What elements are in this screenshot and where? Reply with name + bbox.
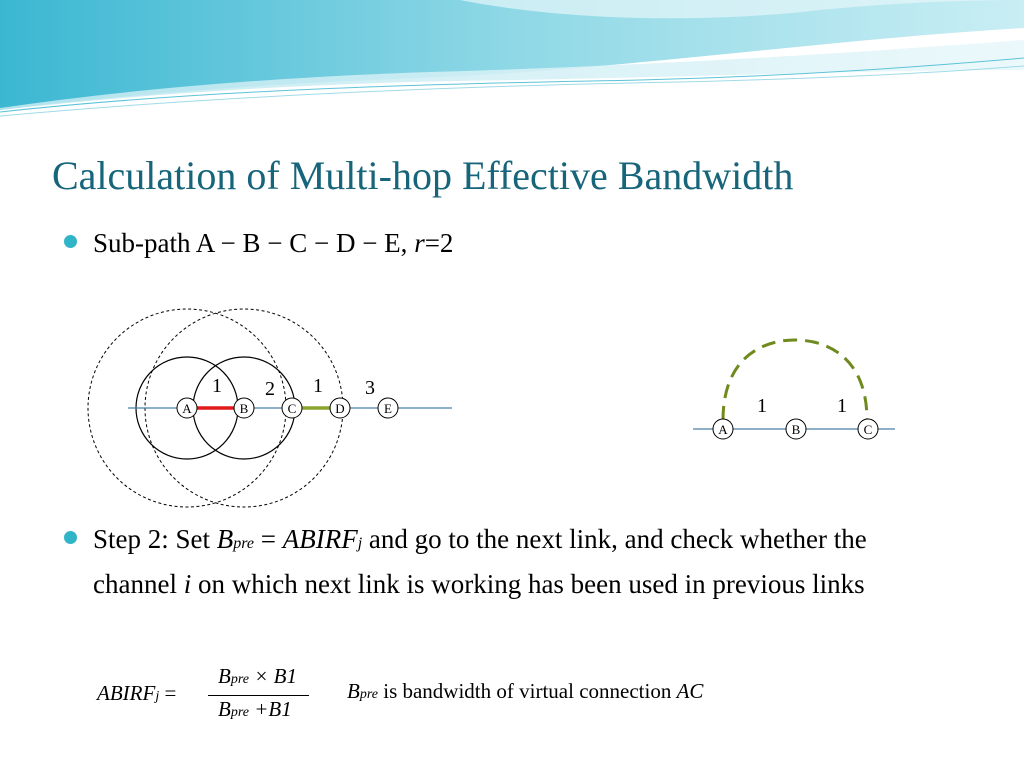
num-b: B bbox=[218, 664, 231, 688]
step2-rest: and go to the next link, and check whether the channel bbox=[93, 524, 867, 599]
num-sub: pre bbox=[230, 672, 249, 687]
edge-label-ab: 1 bbox=[212, 375, 222, 397]
svg-text:A: A bbox=[182, 401, 192, 416]
svg-text:D: D bbox=[335, 401, 345, 416]
abirf-formula bbox=[92, 664, 324, 724]
note-b-sub: pre bbox=[359, 687, 378, 702]
node-b-right bbox=[786, 419, 806, 439]
node-e bbox=[378, 398, 398, 418]
step2-prefix: Step 2: Set bbox=[93, 524, 217, 554]
bpre-definition bbox=[347, 679, 703, 704]
den-sub: pre bbox=[230, 705, 249, 720]
svg-text:C: C bbox=[287, 401, 297, 416]
r-variable: r bbox=[414, 228, 425, 258]
note-text: is bandwidth of virtual connection bbox=[377, 679, 677, 703]
header-wave-decoration bbox=[0, 0, 1024, 120]
step2-rest2: on which next link is working has been used in previous links bbox=[191, 569, 865, 599]
bpre-subscript: pre bbox=[233, 535, 254, 552]
formula-denominator bbox=[218, 697, 292, 722]
node-b bbox=[234, 398, 254, 418]
bullet-dot-icon bbox=[64, 531, 77, 544]
r-value: =2 bbox=[424, 228, 454, 258]
bullet-subpath-text bbox=[93, 223, 953, 264]
den-op: +B1 bbox=[248, 697, 292, 721]
equals-sign: = bbox=[254, 524, 283, 554]
formula-abirf-sub: j bbox=[155, 689, 160, 704]
subpath-label: Sub-path A − B − C − D − E, bbox=[93, 228, 415, 258]
node-a-right bbox=[713, 419, 733, 439]
virtual-connection-diagram bbox=[685, 330, 900, 450]
edge-label-de: 3 bbox=[365, 377, 375, 399]
node-c-right bbox=[858, 419, 878, 439]
edge-label-cd: 1 bbox=[313, 375, 323, 397]
node-c bbox=[282, 398, 302, 418]
edge-label-right-1: 1 bbox=[757, 395, 767, 417]
svg-text:C: C bbox=[863, 422, 873, 437]
channel-i-var: i bbox=[183, 569, 192, 599]
formula-numerator bbox=[218, 664, 297, 689]
note-b: B bbox=[347, 679, 360, 703]
bullet-step2-text bbox=[93, 519, 953, 605]
svg-text:B: B bbox=[239, 401, 249, 416]
svg-text:E: E bbox=[384, 401, 392, 416]
edge-label-right-2: 1 bbox=[837, 395, 847, 417]
abirf-subscript: j bbox=[357, 535, 363, 552]
formula-abirf: ABIRF bbox=[97, 681, 156, 705]
note-ac: AC bbox=[676, 679, 704, 703]
node-d bbox=[330, 398, 350, 418]
edge-label-bc: 2 bbox=[265, 378, 275, 400]
formula-equals: = bbox=[159, 681, 177, 705]
bullet-dot-icon bbox=[64, 235, 77, 248]
formula-lhs bbox=[97, 681, 176, 706]
svg-text:A: A bbox=[718, 422, 728, 437]
svg-text:B: B bbox=[791, 422, 801, 437]
abirf-var: ABIRF bbox=[282, 524, 358, 554]
num-op: × B1 bbox=[248, 664, 297, 688]
node-a bbox=[177, 398, 197, 418]
den-b: B bbox=[218, 697, 231, 721]
slide-title: Calculation of Multi-hop Effective Bandwidth bbox=[52, 153, 794, 198]
fraction-bar bbox=[208, 695, 309, 696]
interference-diagram bbox=[80, 300, 460, 515]
bpre-var: B bbox=[216, 524, 234, 554]
